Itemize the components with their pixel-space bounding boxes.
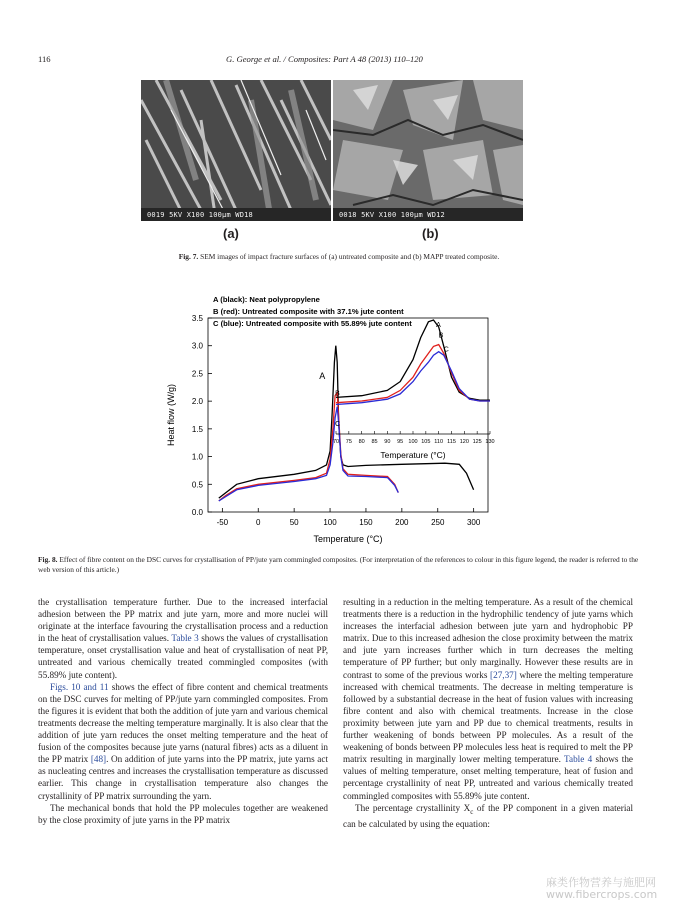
figure7-caption-prefix: Fig. 7.	[178, 252, 199, 261]
text-run: the crystallisation temperature further. Due to the increased interfacial adhesion between the PP matrix and jute yarn, more and more nuclei will originate at the interface favouring the crystallisation process and a reduction in the heat of crystallisation values.	[38, 597, 328, 644]
curve-label-A: A	[319, 370, 326, 381]
x-tick-label: 300	[466, 518, 481, 527]
inset-x-tick-label: 105	[421, 439, 431, 445]
body-column-left	[38, 596, 328, 826]
sem-caption-b: 0018 5KV X100 100µm WD12	[339, 211, 445, 219]
y-tick-label: 1.5	[191, 424, 203, 434]
figure8-caption-text: Effect of fibre content on the DSC curves for crystallisation of PP/jute yarn commingled composites. (For interpretation of the references to colour in this figure legend, the reader is referred to the web version of this article.)	[38, 555, 639, 574]
y-tick-label: 0.0	[191, 508, 203, 517]
paragraph	[343, 596, 633, 802]
text-run: where the melting temperature increased with chemical treatments. The decrease in melting temperature is followed by a substantial decrease in the heat of fusion values with increasing fibre content and also with chemical treatments. Increase in the close proximity between jute yarn and PP due to chemical treatments, results in further weakening of bonds between PP molecules. As a result of the weakening of bonds between PP molecules less heat is required to melt the PP matrix resulting in marginally lower melting temperature.	[343, 669, 633, 765]
x-tick-label: 200	[395, 518, 409, 527]
inset-x-tick-label: 75	[345, 439, 352, 445]
paragraph	[38, 802, 328, 826]
inset-series-line-A	[336, 320, 490, 400]
y-axis-label: Heat flow (W/g)	[166, 383, 176, 447]
subscript: c	[470, 807, 474, 816]
series-line-B	[219, 390, 398, 501]
inset-x-tick-label: 115	[447, 439, 456, 445]
figure8-caption-prefix: Fig. 8.	[38, 555, 58, 564]
x-tick-label: 0	[256, 518, 261, 527]
text-run: shows the values of crystallisation temperature, onset crystallisation value and heat of crystallisation of neat PP, untreated and various chemically treated commingled composites (with 55.89% jute content).	[38, 633, 328, 680]
inset-x-tick-label: 95	[397, 439, 404, 445]
inset-x-tick-label: 90	[384, 439, 391, 445]
paragraph	[38, 681, 328, 802]
inset-curve-label-C: C	[443, 346, 449, 354]
paragraph	[38, 596, 328, 681]
text-run: . On addition of jute yarns into the PP matrix, jute yarns act as nucleating centres and increases the crystallisation temperature as discussed earlier. This change in crystallisation temperature also changes the crystallinity of PP matrix surrounding the yarn.	[38, 754, 329, 801]
inset-series-line-B	[336, 345, 490, 403]
x-tick-label: 250	[431, 518, 445, 527]
figure7-caption-text: SEM images of impact fracture surfaces of (a) untreated composite and (b) MAPP treated composite.	[198, 252, 500, 261]
text-run: resulting in a reduction in the melting temperature. As a result of the chemical treatments there is a reduction in the hydrophilic tendency of jute yarns which increases the interfacial adhesion between jute yarn and hydrophobic PP matrix. Due to this increased adhesion the close proximity between the matrix and jute yarn increases further which in turn decreases the melting temperature of PP further; but only marginally. However these results are in contrast to some of the previous works	[343, 597, 633, 680]
y-tick-label: 1.0	[191, 452, 203, 462]
figs10-11-link[interactable]: Figs. 10 and 11	[50, 681, 109, 692]
sem-image-b	[333, 80, 523, 221]
inset-x-tick-label: 100	[408, 439, 418, 445]
curve-label-B: B	[335, 390, 340, 398]
figure7-caption	[0, 252, 678, 261]
watermark-line1: 麻类作物营养与施肥网	[546, 876, 656, 889]
panel-label-b: (b)	[422, 226, 439, 241]
inset-x-tick-label: 80	[358, 439, 365, 445]
x-tick-label: 100	[323, 518, 337, 527]
ref27-37-link[interactable]: [27,37]	[490, 669, 517, 680]
inset-x-tick-label: 85	[371, 439, 378, 445]
inset-x-tick-label: 130	[485, 439, 495, 445]
paragraph	[343, 802, 633, 830]
x-axis-label: Temperature (°C)	[313, 534, 383, 544]
curve-label-C: C	[335, 421, 341, 429]
text-run: shows the effect of fibre content and chemical treatments on the DSC curves for melting of PP/jute yarn commingled composites. From the figures it is evident that both the addition of jute yarn and various chemical treatments decrease the melting temperature marginally. It is also clear that the addition of jute yarn reduces the onset melting temperature and the heat of fusion of the composites because jute yarns (natural fibres) acts as a diluent in the PP matrix	[38, 681, 328, 765]
inset-x-tick-label: 70	[332, 439, 340, 445]
table3-link[interactable]: Table 3	[171, 633, 199, 644]
watermark-line2: www.fibercrops.com	[546, 888, 658, 901]
text-run: The mechanical bonds that hold the PP molecules together are weakened by the close proximity of jute yarns in the PP matrix	[38, 802, 328, 825]
text-run: shows the values of melting temperature, onset melting temperature, heat of fusion and percentage crystallinity of neat PP, untreated and various chemically treated commingled composites with 55.89% jute content.	[343, 754, 633, 801]
sem-caption-a: 0019 5KV X100 100µm WD18	[147, 211, 253, 219]
y-tick-label: 0.5	[191, 480, 203, 490]
x-tick-label: 150	[359, 518, 373, 527]
body-column-right	[343, 596, 633, 830]
y-tick-label: 2.0	[191, 397, 203, 407]
inset-x-axis-label: Temperature (°C)	[380, 450, 446, 460]
x-tick-label: -50	[216, 518, 229, 527]
watermark	[546, 877, 657, 901]
dsc-chart	[160, 290, 500, 550]
running-title: G. George et al. / Composites: Part A 48 (2013) 110–120	[226, 54, 423, 64]
legend-entry: B (red): Untreated composite with 37.1% jute content	[213, 307, 404, 316]
legend-entry: A (black): Neat polypropylene	[213, 295, 320, 304]
inset-x-tick-label: 125	[472, 439, 482, 445]
y-tick-label: 3.5	[191, 314, 203, 323]
x-tick-label: 50	[289, 518, 299, 527]
panel-label-a: (a)	[223, 226, 239, 241]
y-tick-label: 2.5	[191, 369, 203, 379]
series-line-A	[219, 346, 474, 498]
sem-image-a	[141, 80, 331, 221]
text-run: of the PP component in a given material can be calculated by using the equation:	[343, 802, 634, 829]
inset-x-tick-label: 120	[459, 439, 469, 445]
text-run: The percentage crystallinity X	[355, 802, 471, 813]
inset-curve-label-A: A	[436, 322, 441, 330]
page-number: 116	[38, 54, 51, 64]
legend-entry: C (blue): Untreated composite with 55.89% jute content	[213, 319, 412, 328]
figure8-caption	[38, 555, 642, 575]
inset-curve-label-B: B	[438, 332, 444, 340]
y-tick-label: 3.0	[191, 341, 203, 351]
table4-link[interactable]: Table 4	[564, 754, 593, 765]
ref48-link[interactable]: [48]	[90, 754, 107, 765]
inset-x-tick-label: 110	[434, 439, 444, 445]
